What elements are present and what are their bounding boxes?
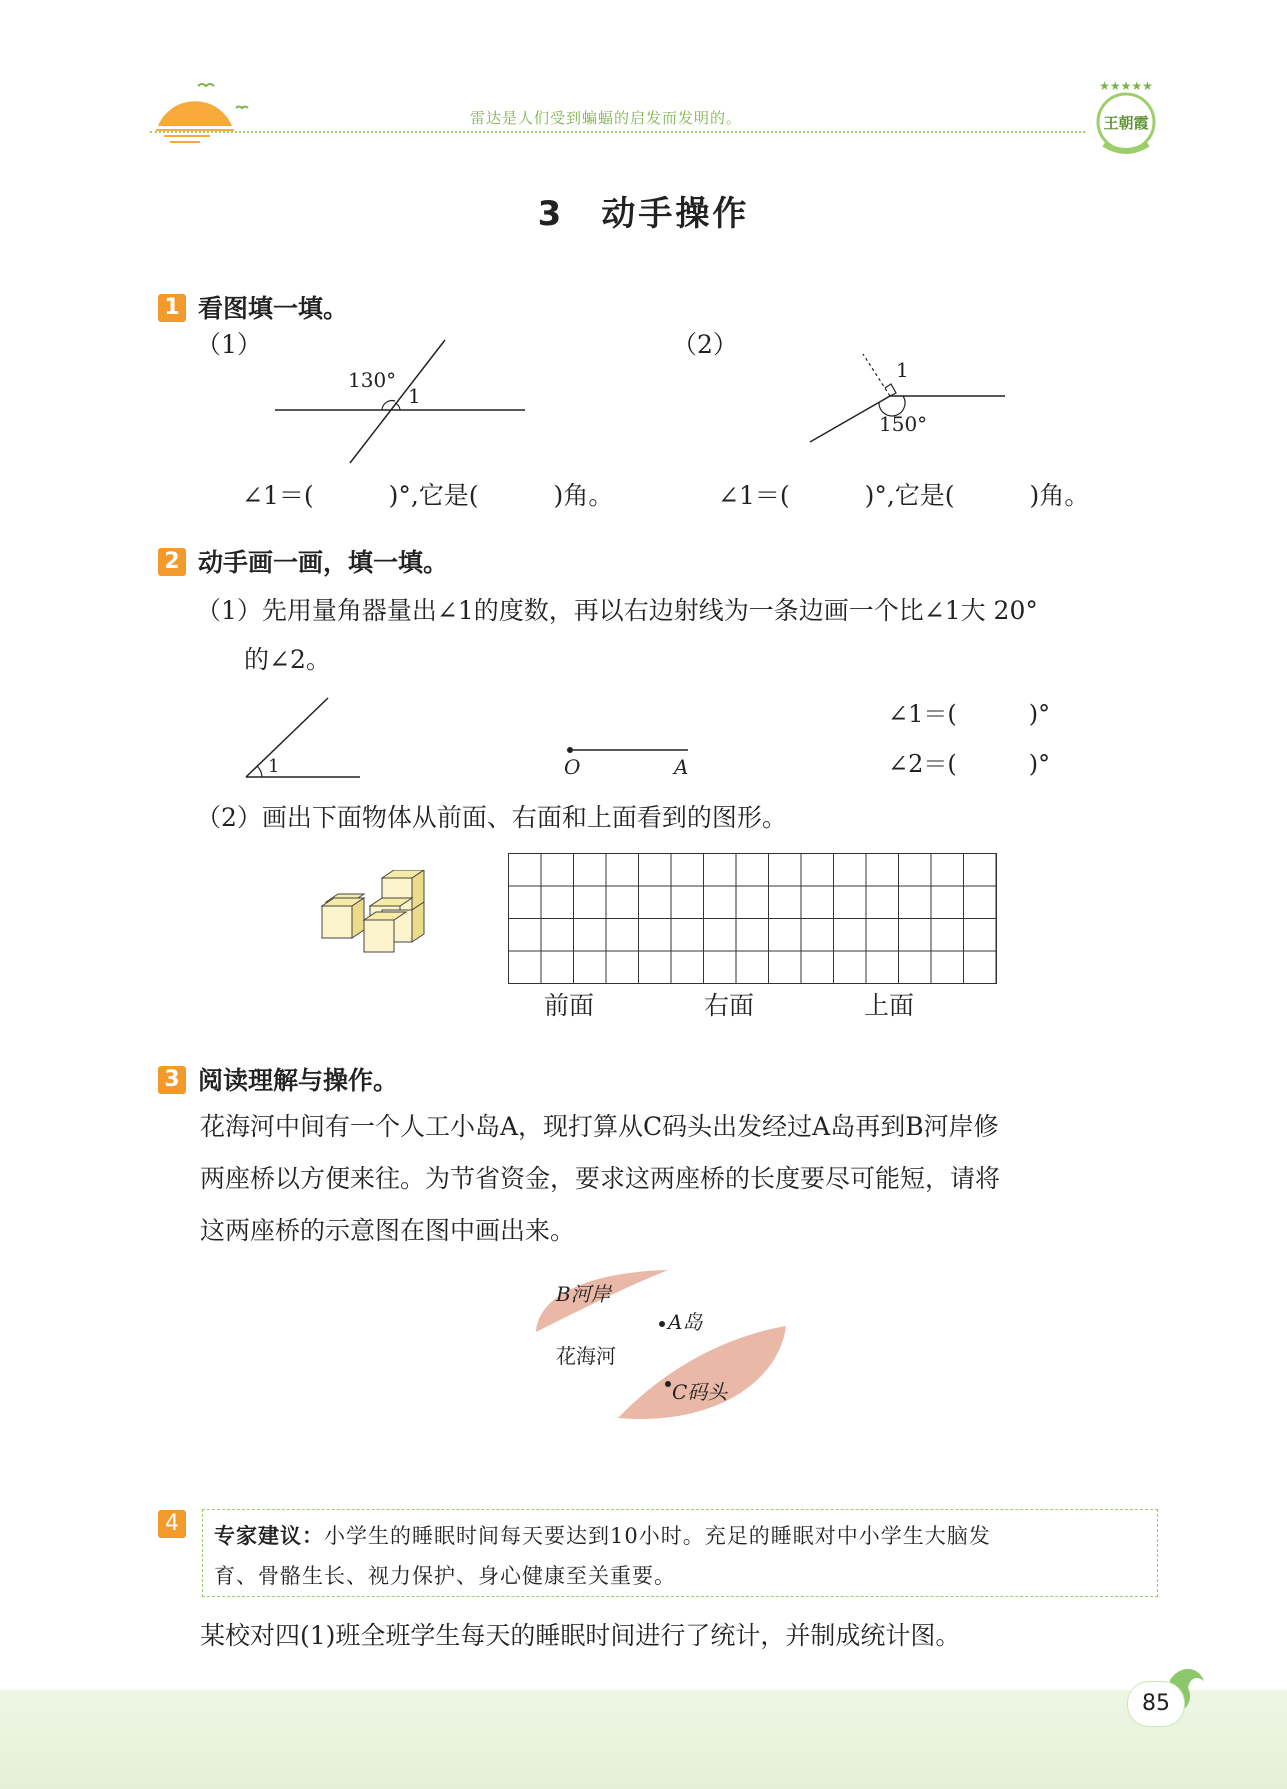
q1-part2-fill: ∠1＝( )°,它是( )角。 xyxy=(718,481,1090,510)
q3-number: 3 xyxy=(158,1066,186,1094)
page-number: 85 xyxy=(1127,1681,1185,1727)
q2-number: 2 xyxy=(158,548,186,576)
view-label-top: 上面 xyxy=(864,991,915,1020)
q3-line2: 两座桥以方便来往。为节省资金，要求这两座桥的长度要尽可能短，请将 xyxy=(200,1164,1001,1193)
header-tagline: 雷达是人们受到蝙蝠的启发而发明的。 xyxy=(470,109,743,127)
sunset-logo xyxy=(150,78,250,148)
q1-number: 1 xyxy=(158,294,186,322)
svg-text:★★★★★: ★★★★★ xyxy=(1099,79,1153,93)
q2-fill-angle1: ∠1＝( )° xyxy=(888,700,1051,728)
view-label-right: 右面 xyxy=(704,991,755,1020)
q2-angle1-figure xyxy=(240,690,370,780)
q4-header xyxy=(158,1510,186,1538)
q1-part2-angle-given: 150° xyxy=(879,412,928,436)
q3-header xyxy=(158,1061,398,1097)
q1-part2-angle-mark: 1 xyxy=(896,358,909,382)
q3-title: 阅读理解与操作。 xyxy=(198,1066,399,1095)
brand-badge-text: 王朝霞 xyxy=(1103,114,1149,132)
q1-part1-angle-given: 130° xyxy=(348,368,397,392)
view-label-front: 前面 xyxy=(544,991,595,1020)
q1-header xyxy=(158,289,348,325)
q2-part1-line2: 的∠2。 xyxy=(244,645,331,674)
q2-point-a: A xyxy=(674,755,689,779)
map-dock-c: C码头 xyxy=(672,1380,728,1404)
q3-line3: 这两座桥的示意图在图中画出来。 xyxy=(200,1216,576,1245)
drawing-grid[interactable] xyxy=(508,853,997,984)
advice-line1 xyxy=(214,1516,1150,1556)
q2-part1-line1: （1）先用量角器量出∠1的度数，再以右边射线为一条边画一个比∠1大 20° xyxy=(196,596,1038,625)
advice-text xyxy=(214,1516,1150,1596)
q1-part1-angle-mark: 1 xyxy=(408,384,421,408)
advice-label: 专家建议： xyxy=(214,1524,324,1548)
q2-point-o: O xyxy=(564,755,581,779)
q2-cube-figure xyxy=(318,870,438,960)
q1-part1-figure xyxy=(270,335,530,465)
header-divider xyxy=(150,131,1085,133)
q3-line1: 花海河中间有一个人工小岛A，现打算从C码头出发经过A岛再到B河岸修 xyxy=(200,1112,999,1141)
q2-fill-angle2: ∠2＝( )° xyxy=(888,750,1051,778)
q4-number: 4 xyxy=(158,1510,186,1538)
q1-part1-label: （1） xyxy=(196,330,262,359)
q1-part1-fill: ∠1＝( )°,它是( )角。 xyxy=(242,481,614,510)
page-title: 3 动手操作 xyxy=(537,194,750,234)
q2-part2-text: （2）画出下面物体从前面、右面和上面看到的图形。 xyxy=(196,803,787,832)
advice-line1-text: 小学生的睡眠时间每天要达到10小时。充足的睡眠对中小学生大脑发 xyxy=(324,1524,991,1548)
q4-text: 某校对四(1)班全班学生每天的睡眠时间进行了统计，并制成统计图。 xyxy=(200,1621,961,1650)
map-bank-b: B河岸 xyxy=(556,1282,611,1306)
q2-angle1-mark: 1 xyxy=(268,756,280,777)
map-island-a: A岛 xyxy=(668,1310,703,1334)
q2-header xyxy=(158,543,448,579)
advice-line2: 育、骨骼生长、视力保护、身心健康至关重要。 xyxy=(214,1564,676,1588)
footer-band xyxy=(0,1690,1287,1789)
q1-title: 看图填一填。 xyxy=(198,294,349,323)
q1-part2-label: （2） xyxy=(672,330,738,359)
brand-badge xyxy=(1090,78,1162,158)
q2-title: 动手画一画，填一填。 xyxy=(198,548,449,577)
map-river-label: 花海河 xyxy=(556,1344,616,1368)
